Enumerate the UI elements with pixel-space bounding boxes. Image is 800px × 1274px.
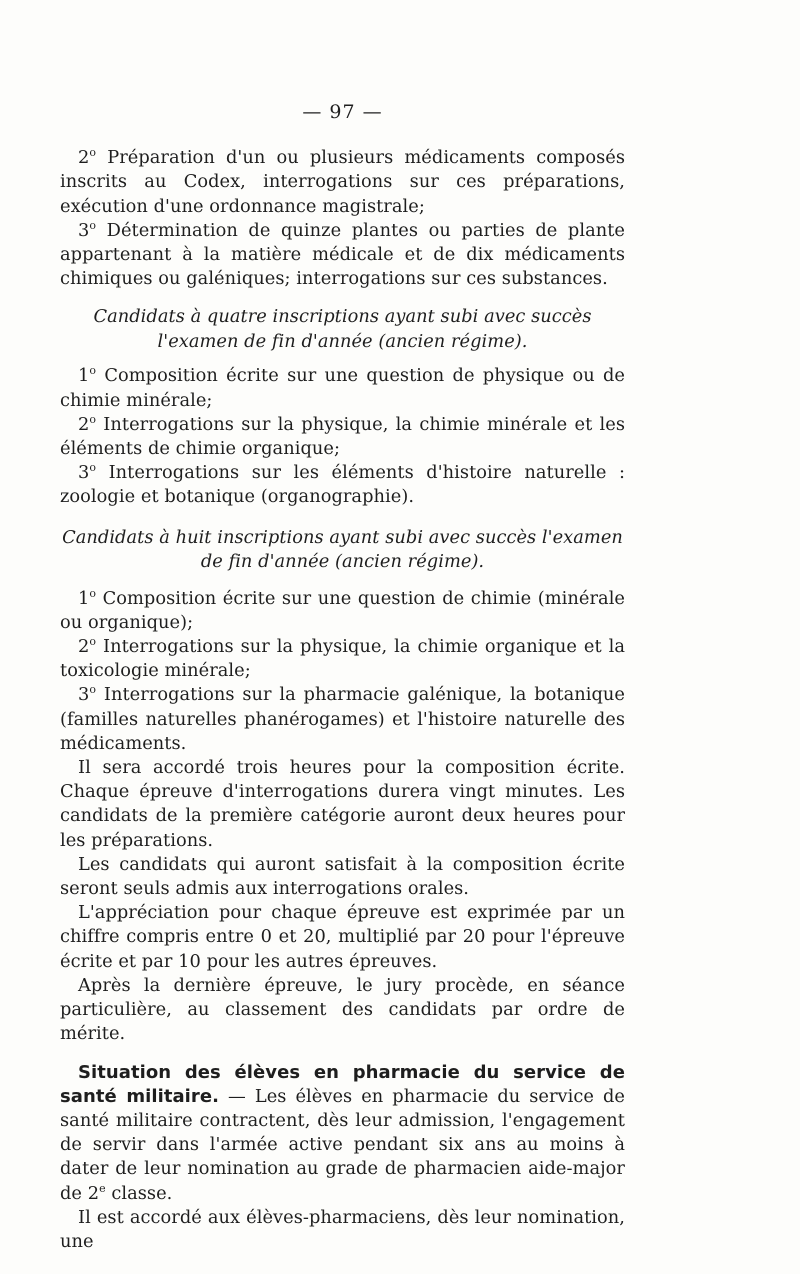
section-heading-four-inscriptions <box>90 305 595 354</box>
item-number-sup: o <box>89 586 97 600</box>
item-number: 3 <box>78 219 90 241</box>
paragraph-text: Détermination de quinze plantes ou parties de plante appartenant à la matière médicale et de dix médicaments chimiques ou galéniques; interrogations sur ces substances. <box>60 219 625 290</box>
item-number: 2 <box>78 147 90 169</box>
section-title: Situation des élèves en pharmacie du service de santé militaire. <box>60 1061 625 1107</box>
item-number: 3 <box>78 462 90 484</box>
paragraph-text: Composition écrite sur une question de physique ou de chimie minérale; <box>60 365 625 411</box>
paragraph-text: — Les élèves en pharmacie du service de santé militaire contractent, dès leur admission, l'engagement de servir dans l'armée active pendant six ans au moins à dater de leur nomination au grade de pharmacien aide-major de <box>60 1085 625 1204</box>
paragraph-item-2 <box>60 635 625 683</box>
item-number-sup: o <box>89 146 97 160</box>
item-number-sup: o <box>89 364 97 378</box>
paragraph-admission: Les candidats qui auront satisfait à la composition écrite seront seuls admis aux interrogations orales. <box>60 853 625 900</box>
section-heading-eight-inscriptions <box>60 526 625 575</box>
item-number: 2 <box>78 636 90 658</box>
paragraph-item-2 <box>60 413 625 461</box>
paragraph-duration: Il sera accordé trois heures pour la composition écrite. Chaque épreuve d'interrogations durera vingt minutes. Les candidats de la première catégorie auront deux heures pour les préparations. <box>60 757 625 851</box>
paragraph-text: Interrogations sur la physique, la chimie minérale et les éléments de chimie organique; <box>60 413 625 460</box>
grade-number-sup: e <box>99 1181 106 1195</box>
page-number: — 97 — <box>302 101 383 123</box>
paragraph-military-pharmacy <box>60 1061 625 1206</box>
heading-line: Candidats à huit inscriptions ayant subi avec succès l'examen <box>62 526 623 548</box>
paragraph-text: classe. <box>105 1182 173 1204</box>
text-block <box>60 100 625 1254</box>
heading-line: l'examen de fin d'année (ancien régime). <box>157 330 528 352</box>
item-number: 2 <box>78 413 90 435</box>
item-number: 1 <box>78 587 90 609</box>
paragraph-item-1 <box>60 364 625 412</box>
heading-line: de fin d'année (ancien régime). <box>200 551 485 573</box>
item-number-sup: o <box>89 461 97 475</box>
item-number-sup: o <box>89 683 97 697</box>
grade-number: 2 <box>87 1182 100 1204</box>
paragraph-ranking: Après la dernière épreuve, le jury procède, en séance particulière, au classement des candidats par ordre de mérite. <box>60 974 625 1045</box>
item-number-sup: o <box>89 412 97 426</box>
paragraph-text: Interrogations sur la pharmacie galénique, la botanique (familles naturelles phanérogames) et l'histoire naturelle des médicaments. <box>60 684 625 754</box>
item-number-sup: o <box>89 635 97 649</box>
paragraph-text: Préparation d'un ou plusieurs médicaments composés inscrits au Codex, interrogations sur ces préparations, exécution d'une ordonnance magistrale; <box>60 147 625 217</box>
paragraph-continuation: Il est accordé aux élèves-pharmaciens, dès leur nomination, une <box>60 1206 625 1252</box>
paragraph-item-3 <box>60 683 625 756</box>
item-number: 3 <box>78 684 90 706</box>
paragraph-item-2 <box>60 146 625 219</box>
heading-line: Candidats à quatre inscriptions ayant subi avec succès <box>93 306 592 328</box>
paragraph-text: Interrogations sur la physique, la chimie organique et la toxicologie minérale; <box>60 636 625 682</box>
paragraph-item-3 <box>60 461 625 509</box>
item-number-sup: o <box>89 218 97 232</box>
paragraph-text: Interrogations sur les éléments d'histoire naturelle : zoologie et botanique (organographie). <box>60 462 625 508</box>
paragraph-text: Composition écrite sur une question de chimie (minérale ou organique); <box>60 587 625 633</box>
item-number: 1 <box>78 365 90 387</box>
paragraph-item-1 <box>60 587 625 635</box>
paragraph-item-3 <box>60 219 625 292</box>
paragraph-grading: L'appréciation pour chaque épreuve est exprimée par un chiffre compris entre 0 et 20, multiplié par 20 pour l'épreuve écrite et par 10 pour les autres épreuves. <box>60 902 625 972</box>
